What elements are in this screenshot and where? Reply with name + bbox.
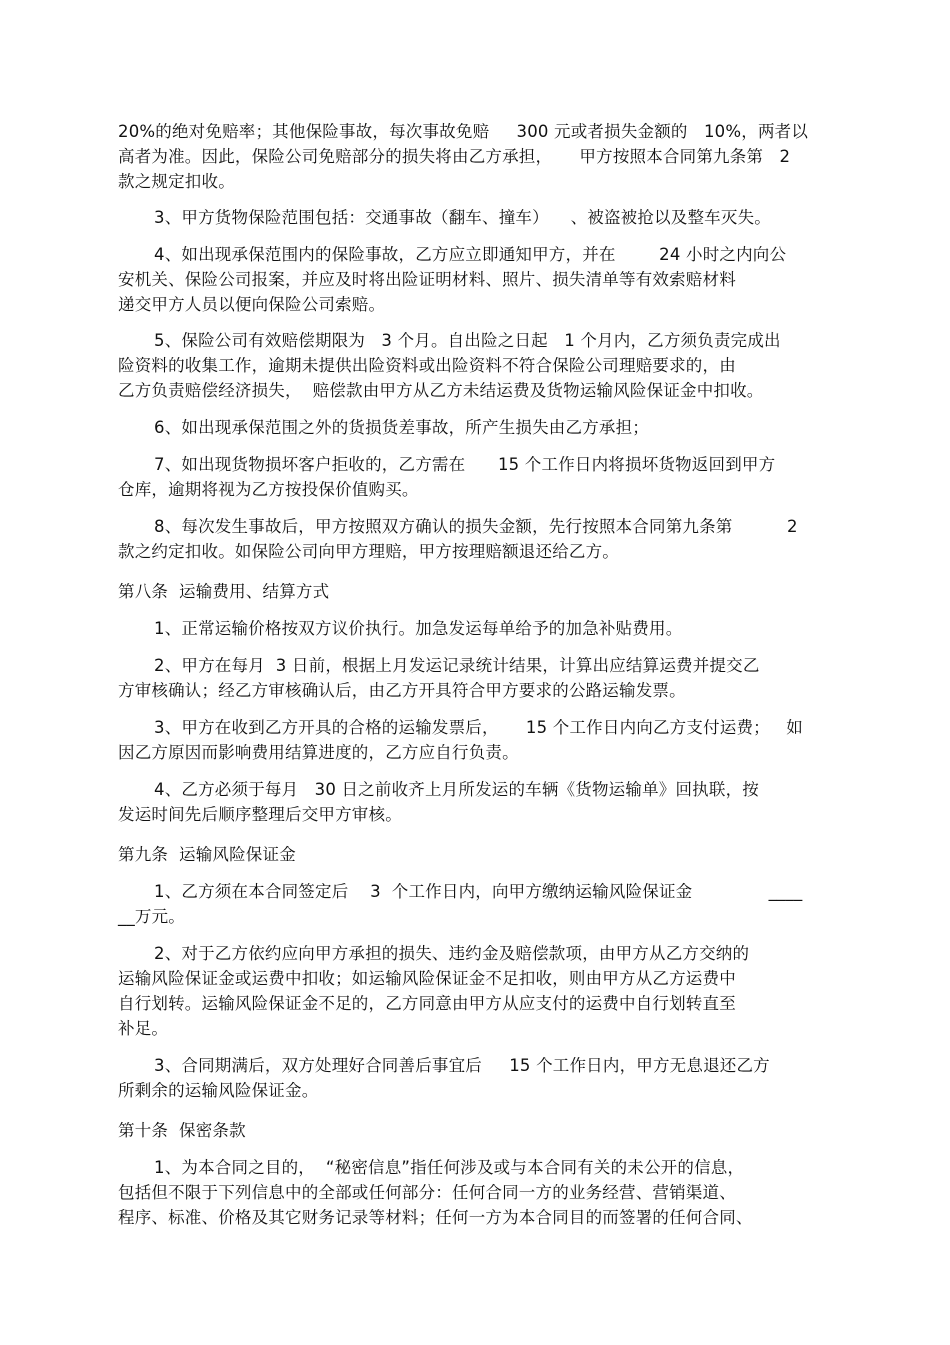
text-line: 方审核确认；经乙方审核确认后，由乙方开具符合甲方要求的公路运输发票。 xyxy=(118,681,686,700)
text-line: 款之规定扣收。 xyxy=(118,172,235,191)
text-line: 自行划转。运输风险保证金不足的，乙方同意由甲方从应支付的运费中自行划转直至 xyxy=(118,994,736,1013)
text-line: 4、乙方必须于每月 30 日之前收齐上月所发运的车辆《货物运输单》回执联，按 xyxy=(154,780,759,799)
text-line: 8、每次发生事故后，甲方按照双方确认的损失金额，先行按照本合同第九条第 2 xyxy=(154,517,798,536)
text-line: 5、保险公司有效赔偿期限为 3 个月。自出险之日起 1 个月内，乙方须负责完成出 xyxy=(154,331,781,350)
text-line: 程序、标准、价格及其它财务记录等材料；任何一方为本合同目的而签署的任何合同、 xyxy=(118,1208,753,1227)
text-line: 3、甲方货物保险范围包括：交通事故（翻车、撞车） 、被盗被抢以及整车灭失。 xyxy=(154,208,771,227)
text-line: 6、如出现承保范围之外的货损货差事故，所产生损失由乙方承担； xyxy=(154,418,649,437)
text-line: 运输风险保证金或运费中扣收；如运输风险保证金不足扣收，则由甲方从乙方运费中 xyxy=(118,969,736,988)
text-line: 2、甲方在每月 3 日前，根据上月发运记录统计结果，计算出应结算运费并提交乙 xyxy=(154,656,760,675)
text-line: 3、甲方在收到乙方开具的合格的运输发票后， 15 个工作日内向乙方支付运费； 如 xyxy=(154,718,803,737)
text-line: 20%的绝对免赔率；其他保险事故，每次事故免赔 300 元或者损失金额的 10%，两者以 xyxy=(118,122,809,141)
text-line: 第八条 运输费用、结算方式 xyxy=(118,582,330,601)
text-line: 递交甲方人员以便向保险公司索赔。 xyxy=(118,295,386,314)
text-line: 2、对于乙方依约应向甲方承担的损失、违约金及赔偿款项，由甲方从乙方交纳的 xyxy=(154,944,750,963)
text-line: 款之约定扣收。如保险公司向甲方理赔，甲方按理赔额退还给乙方。 xyxy=(118,542,619,561)
text-line: 因乙方原因而影响费用结算进度的，乙方应自行负责。 xyxy=(118,743,519,762)
text-line: 补足。 xyxy=(118,1019,169,1038)
text-line: 3、合同期满后，双方处理好合同善后事宜后 15 个工作日内，甲方无息退还乙方 xyxy=(154,1056,770,1075)
text-line: 仓库，逾期将视为乙方按投保价值购买。 xyxy=(118,480,419,499)
text-line: 第十条 保密条款 xyxy=(118,1121,246,1140)
text-line: 1、为本合同之目的， “秘密信息”指任何涉及或与本合同有关的未公开的信息， xyxy=(154,1158,745,1177)
text-line: 高者为准。因此，保险公司免赔部分的损失将由乙方承担， 甲方按照本合同第九条第 2 xyxy=(118,147,791,166)
text-line: 所剩余的运输风险保证金。 xyxy=(118,1081,319,1100)
text-line: 4、如出现承保范围内的保险事故，乙方应立即通知甲方，并在 24 小时之内向公 xyxy=(154,245,787,264)
text-line: 包括但不限于下列信息中的全部或任何部分：任何合同一方的业务经营、营销渠道、 xyxy=(118,1183,736,1202)
text-line: 安机关、保险公司报案，并应及时将出险证明材料、照片、损失清单等有效索赔材料 xyxy=(118,270,736,289)
text-line: 险资料的收集工作，逾期未提供出险资料或出险资料不符合保险公司理赔要求的，由 xyxy=(118,356,736,375)
text-line: __万元。 xyxy=(118,907,185,926)
text-line: 1、乙方须在本合同签定后 3 个工作日内，向甲方缴纳运输风险保证金 ____ xyxy=(154,882,803,901)
text-line: 1、正常运输价格按双方议价执行。加急发运每单给予的加急补贴费用。 xyxy=(154,619,683,638)
text-line: 第九条 运输风险保证金 xyxy=(118,845,296,864)
text-line: 7、如出现货物损坏客户拒收的，乙方需在 15 个工作日内将损坏货物返回到甲方 xyxy=(154,455,776,474)
text-line: 发运时间先后顺序整理后交甲方审核。 xyxy=(118,805,402,824)
text-line: 乙方负责赔偿经济损失， 赔偿款由甲方从乙方未结运费及货物运输风险保证金中扣收。 xyxy=(118,381,764,400)
